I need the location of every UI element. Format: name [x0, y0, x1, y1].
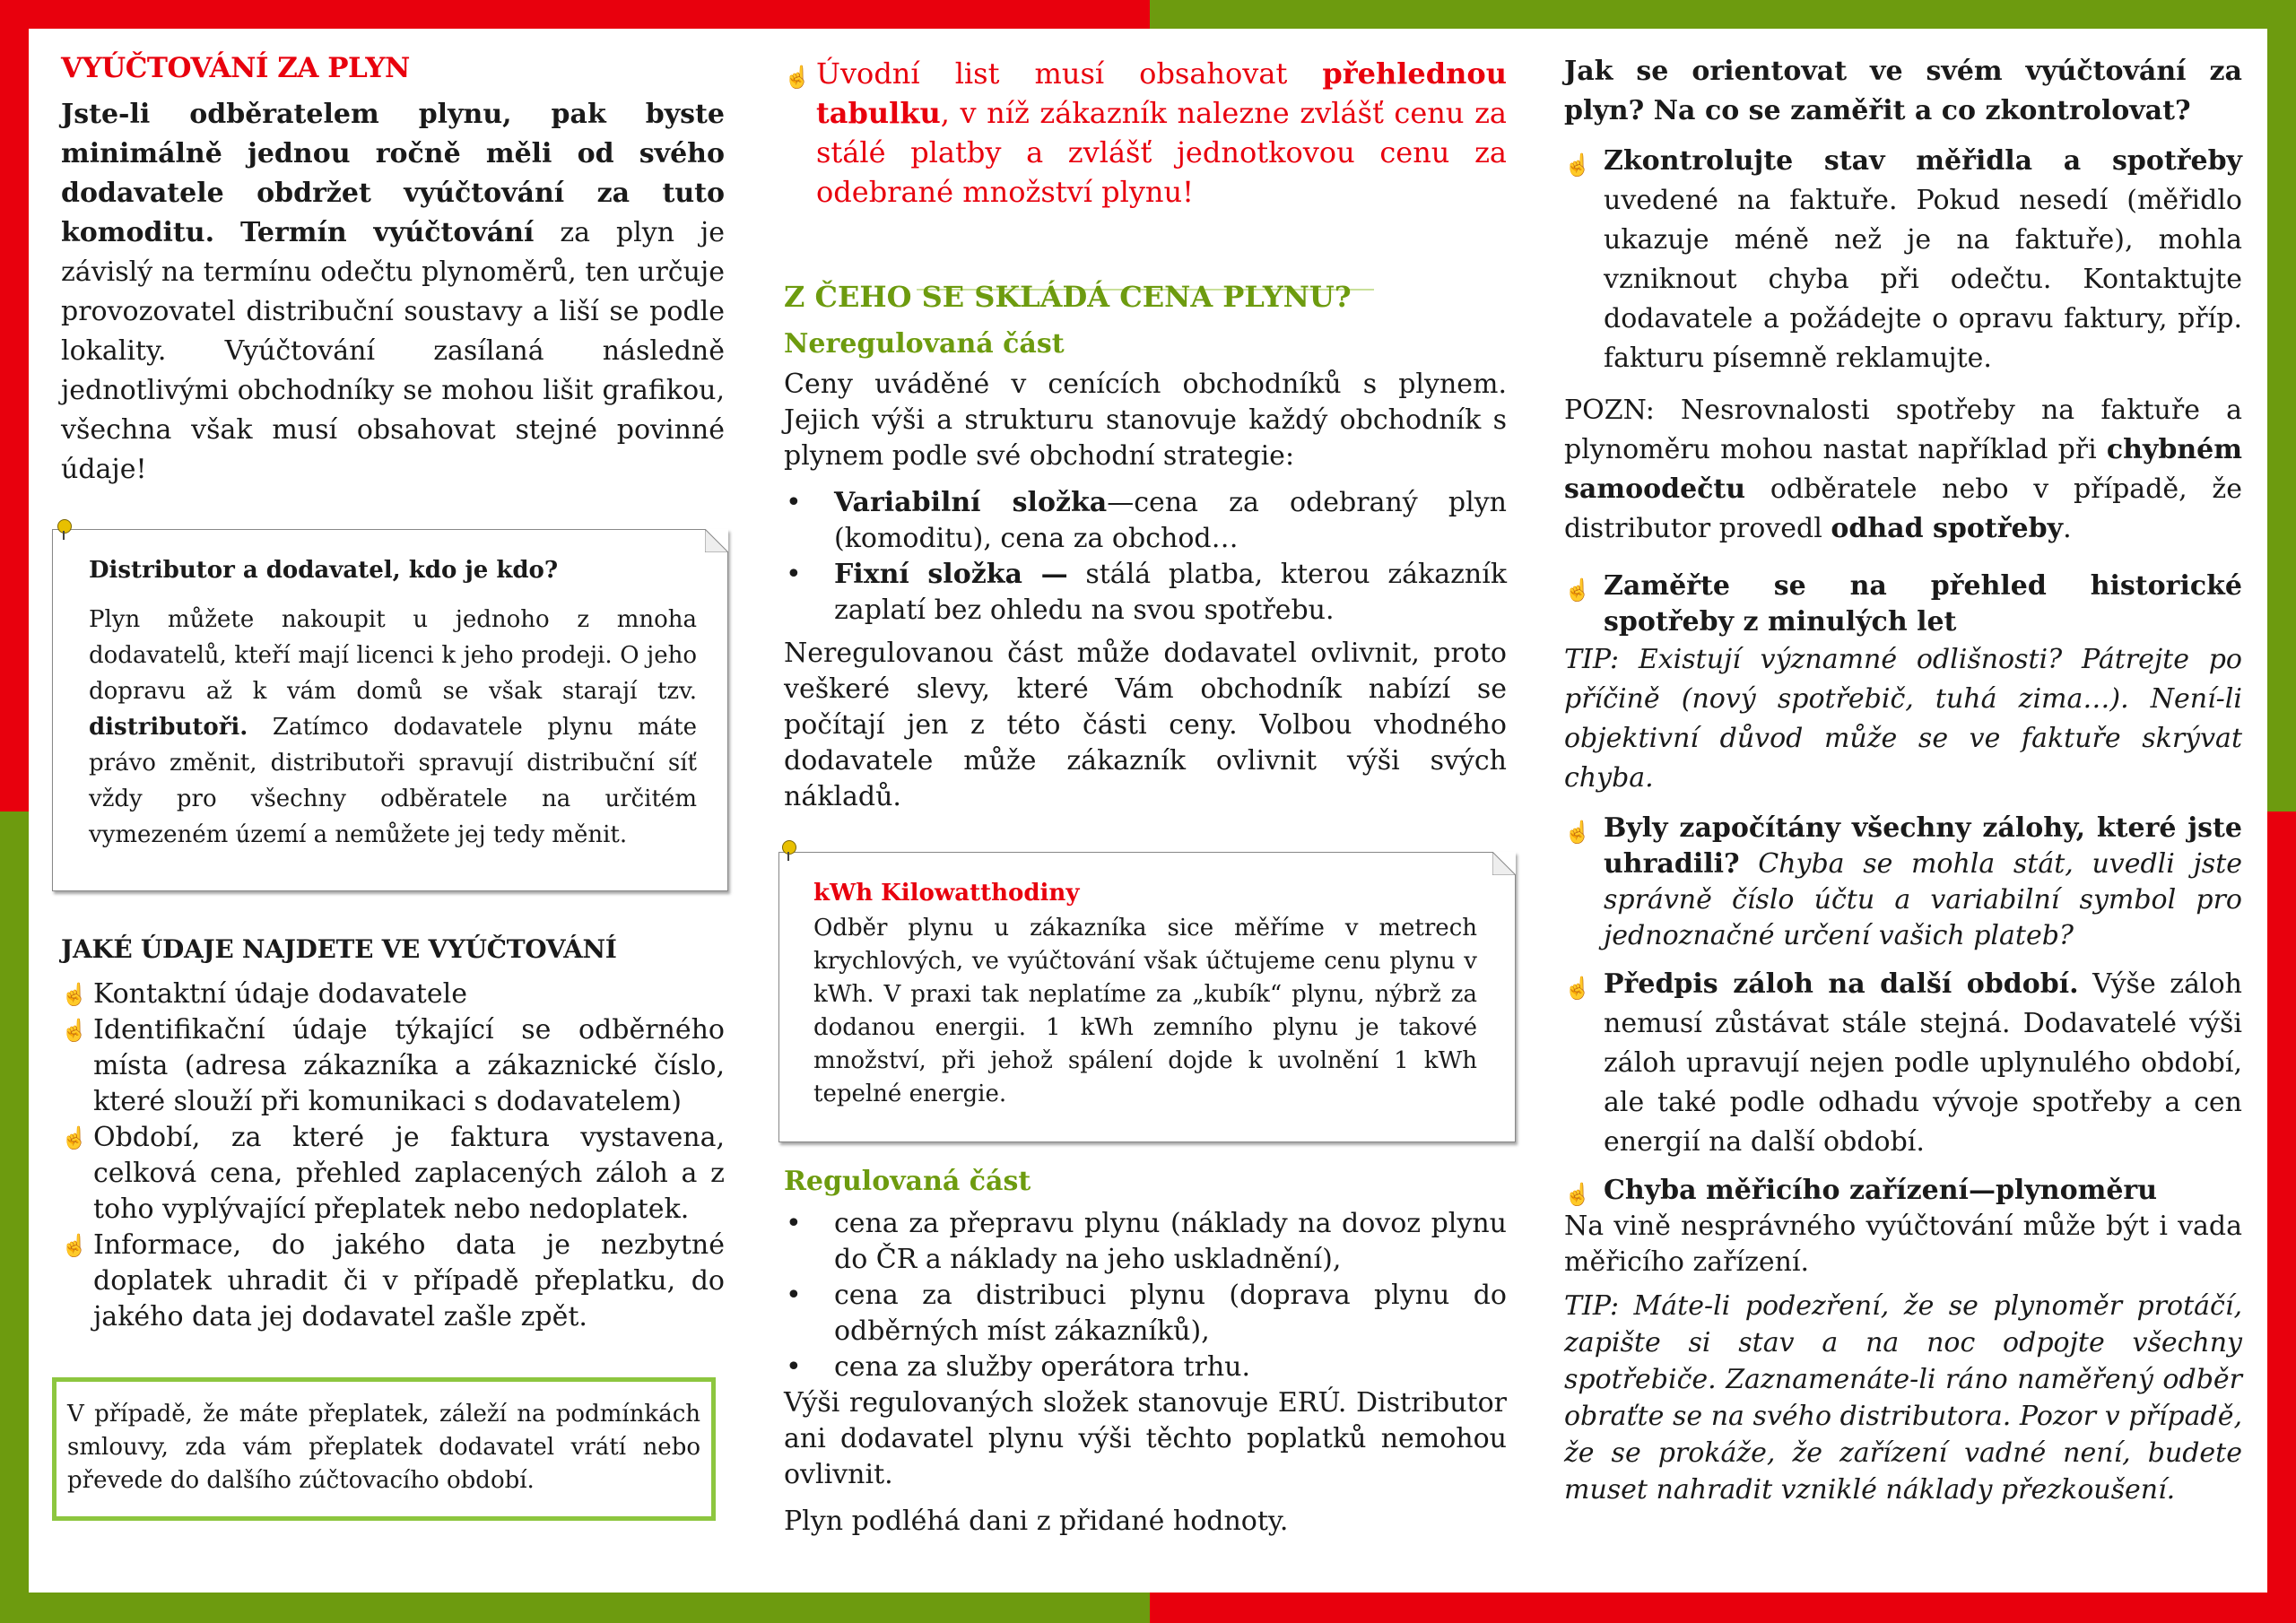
- note-title: Distributor a dodavatel, kdo je kdo?: [89, 557, 559, 584]
- page-fold-icon: [705, 529, 728, 552]
- hand-icon: ☝: [784, 65, 811, 90]
- section-title: Jak se orientovat ve svém vyúčtování za plyn? Na co se zaměřit a co zkontrolovat?: [1564, 56, 2242, 126]
- list-item-text: Informace, do jakého data je nezbytné doplatek uhradit či v případě přeplatku, do jakého data jej dodavatel zašle zpět.: [93, 1229, 725, 1332]
- page-fold-icon: [1492, 852, 1516, 875]
- hand-icon: ☝: [61, 982, 88, 1007]
- intro-part: , v níž zákazník nalezne zvlášť cenu za stálé platby a zvlášť jednotkovou cenu za odebrané množství plynu!: [816, 96, 1507, 209]
- tip-text: TIP: Existují významné odlišnosti? Pátrejte po příčině (nový spotřebič, tuhá zima…). Není-li objektivní důvod může se ve faktuře skrývat chyba.: [1564, 644, 2242, 794]
- list-item-text: Kontaktní údaje dodavatele: [93, 978, 467, 1010]
- intro-table-note: [784, 54, 1507, 212]
- hand-icon: ☝: [1564, 976, 1591, 1001]
- nereg-text-2: Neregulovanou část může dodavatel ovlivnit, proto veškeré slevy, které Vám obchodník nabízí se počítají jen z této části ceny. Volbou vhodného dodavatele může zákazník ovlivnit výši svých nákladů.: [784, 638, 1507, 812]
- item-bold: Chyba měřicího zařízení—plynoměru: [1604, 1175, 2158, 1206]
- check-item: [1564, 1173, 2242, 1209]
- bullet-bold: Variabilní složka: [834, 487, 1108, 518]
- hand-icon: ☝: [61, 1125, 88, 1150]
- list-item: [61, 1012, 725, 1120]
- list-item: [61, 1120, 725, 1228]
- list-item-text: Období, za které je faktura vystavena, celková cena, přehled zaplacených záloh a z toho vyplývající přeplatek nebo nedoplatek.: [93, 1122, 725, 1225]
- section-title: JAKÉ ÚDAJE NAJDETE VE VYÚČTOVÁNÍ: [61, 934, 617, 964]
- note-text-part: Plyn můžete nakoupit u jednoho z mnoha dodavatelů, kteří mají licenci k jeho prodeji. O jeho dopravu až k vám domů se však starají tzv.: [89, 606, 697, 705]
- item-bold: Byly započítány všechny zálohy, které jste uhradili?: [1604, 812, 2242, 880]
- column-3: [1564, 52, 2242, 1508]
- frame-top-green: [1150, 0, 2296, 29]
- section-title: Z ČEHO SE SKLÁDÁ CENA PLYNU?: [784, 280, 1352, 314]
- check-item: [1564, 568, 2242, 640]
- bullet-text: —cena za odebraný plyn (komoditu), cena za obchod…: [834, 487, 1507, 554]
- item-text: uvedené na faktuře. Pokud nesedí (měřidlo ukazuje méně než je na faktuře), mohla vzniknout chyba při odečtu. Kontaktujte dodavatele a požádejte o opravu faktury, příp. fakturu písemně reklamujte.: [1604, 185, 2242, 374]
- bullet-text: stálá platba, kterou zákazník zaplatí bez ohledu na svou spotřebu.: [834, 559, 1507, 626]
- list-item: [61, 976, 725, 1012]
- frame-top-red: [0, 0, 1150, 29]
- note-distributor: [52, 529, 728, 891]
- column-1: [61, 45, 725, 490]
- reg-text: Výši regulovaných složek stanovuje ERÚ. Distributor ani dodavatel plynu výši těchto poplatků nemohou ovlivnit.: [784, 1387, 1507, 1490]
- pin-icon: [781, 840, 796, 860]
- list-item-text: Identifikační údaje týkající se odběrného místa (adresa zákazníka a zákaznické číslo, které slouží při komunikaci s dodavatelem): [93, 1014, 725, 1117]
- list-item: [784, 485, 1507, 557]
- pozn-part: .: [2063, 513, 2072, 544]
- nereg-bullets: [784, 485, 1507, 629]
- item-tip: Chyba se mohla stát, uvedli jste správně číslo účtu a variabilní symbol pro jednoznačné určení vašich plateb?: [1604, 848, 2242, 951]
- frame-bottom-green: [0, 1593, 1150, 1623]
- check-item: [1564, 142, 2242, 378]
- list-item: • cena za přepravu plynu (náklady na dovoz plynu do ČR a náklady na jeho uskladnění),: [784, 1206, 1507, 1278]
- hand-icon: ☝: [1564, 820, 1591, 845]
- pozn-bold: chybném samoodečtu: [1564, 434, 2242, 505]
- list-item: [784, 557, 1507, 629]
- item-bold: Předpis záloh na další období.: [1604, 968, 2079, 1000]
- hand-icon: ☝: [1564, 577, 1591, 603]
- invoice-data-list: [61, 976, 725, 1335]
- intro-rest: za plyn je závislý na termínu odečtu plynoměrů, ten určuje provozovatel distribuční soustavy a liší se podle lokality. Vyúčtování zasílaná následně jednotlivými obchodníky se mohou lišit grafikou, všechna však musí obsahovat stejné povinné údaje!: [61, 217, 725, 485]
- note-title: kWh Kilowatthodiny: [813, 880, 1080, 907]
- regulated-section: [784, 1166, 1507, 1540]
- bullet-bold: Fixní složka —: [834, 559, 1068, 590]
- note-pozn: [1564, 391, 2242, 549]
- intro-paragraph: [61, 95, 725, 490]
- frame-left-green: [0, 812, 29, 1623]
- hand-icon: ☝: [1564, 1182, 1591, 1207]
- list-item: [61, 1228, 725, 1335]
- note-text-part: Zatímco dodavatele plynu máte právo změnit, distributoři spravují distribuční síť vždy pro všechny odběratele na určitém vymezeném území a nemůžete jej tedy měnit.: [89, 714, 697, 848]
- note-text-bold: distributoři.: [89, 714, 248, 741]
- vat-text: Plyn podléhá dani z přidané hodnoty.: [784, 1506, 1289, 1537]
- note-text: [89, 602, 697, 853]
- section-invoice-data: [61, 934, 725, 1335]
- hand-icon: ☝: [61, 1233, 88, 1258]
- frame-right-red: [2267, 812, 2296, 1623]
- item-bold: Zkontrolujte stav měřidla a spotřeby: [1604, 145, 2242, 177]
- item-bold: Zaměřte se na přehled historické spotřeby z minulých let: [1604, 570, 2242, 638]
- hand-icon: ☝: [61, 1018, 88, 1043]
- overpayment-box: V případě, že máte přeplatek, záleží na podmínkách smlouvy, zda vám přeplatek dodavatel vrátí nebo převede do dalšího zúčtovacího období.: [52, 1377, 716, 1521]
- frame-bottom-red: [1150, 1593, 2296, 1623]
- intro-bold: Jste-li odběratelem plynu, pak byste minimálně jednou ročně měli od svého dodavatele obdržet vyúčtování za tuto komoditu.: [61, 99, 725, 248]
- note-text: Odběr plynu u zákazníka sice měříme v metrech krychlových, ve vyúčtování však účtujeme cenu plynu v kWh. V praxi tak neplatíme za „kubík“ plynu, nýbrž za dodanou energii. 1 kWh zemního plynu je takové množství, při jehož spálení dojde k uvolnění 1 kWh tepelné energie.: [813, 915, 1477, 1107]
- check-item: [1564, 811, 2242, 954]
- hand-icon: ☝: [1564, 152, 1591, 178]
- pozn-part: odběratele nebo v případě, že distributor provedl: [1564, 473, 2242, 544]
- pin-icon: [57, 519, 71, 539]
- item-text: Výše záloh nemusí zůstávat stále stejná. Dodavatelé výši záloh upravují nejen podle uplynulého období, ale také podle odhadu vývoje spotřeby a cen energií na další období.: [1604, 968, 2242, 1158]
- pozn-bold: odhad spotřeby: [1831, 513, 2064, 544]
- frame-left-red: [0, 0, 29, 812]
- intro-part: Úvodní list musí obsahovat: [816, 56, 1323, 91]
- tip-text: TIP: Máte-li podezření, že se plynoměr protáčí, zapište si stav a na noc odpojte všechny spotřebiče. Zaznamenáte-li ráno naměřený odběr obraťte se na svého distributora. Pozor v případě, že se prokáže, že zařízení vadné není, budete muset nahradit vzniklé náklady přezkoušení.: [1564, 1290, 2242, 1506]
- subsection-title: Neregulovaná část: [784, 328, 1065, 360]
- nereg-text: Ceny uváděné v cenících obchodníků s plynem. Jejich výši a strukturu stanovuje každý obchodník s plynem podle své obchodní strategie:: [784, 369, 1507, 472]
- intro-bold-term: Termín vyúčtování: [239, 217, 535, 248]
- intro-bold: přehlednou tabulku: [816, 56, 1507, 130]
- pozn-part: POZN: Nesrovnalosti spotřeby na faktuře a plynoměru mohou nastat například při: [1564, 395, 2242, 465]
- frame-right-green: [2267, 0, 2296, 812]
- note-kwh: [778, 852, 1516, 1142]
- page-title: VYÚČTOVÁNÍ ZA PLYN: [61, 52, 410, 84]
- subsection-title: Regulovaná část: [784, 1166, 1031, 1197]
- item-text: Na vině nesprávného vyúčtování může být i vada měřicího zařízení.: [1564, 1211, 2242, 1278]
- list-item: • cena za distribuci plynu (doprava plynu do odběrných míst zákazníků),: [784, 1278, 1507, 1350]
- reg-bullets: [784, 1206, 1507, 1385]
- check-item: [1564, 965, 2242, 1162]
- list-item: • cena za služby operátora trhu.: [784, 1350, 1507, 1385]
- price-section: [784, 280, 1507, 815]
